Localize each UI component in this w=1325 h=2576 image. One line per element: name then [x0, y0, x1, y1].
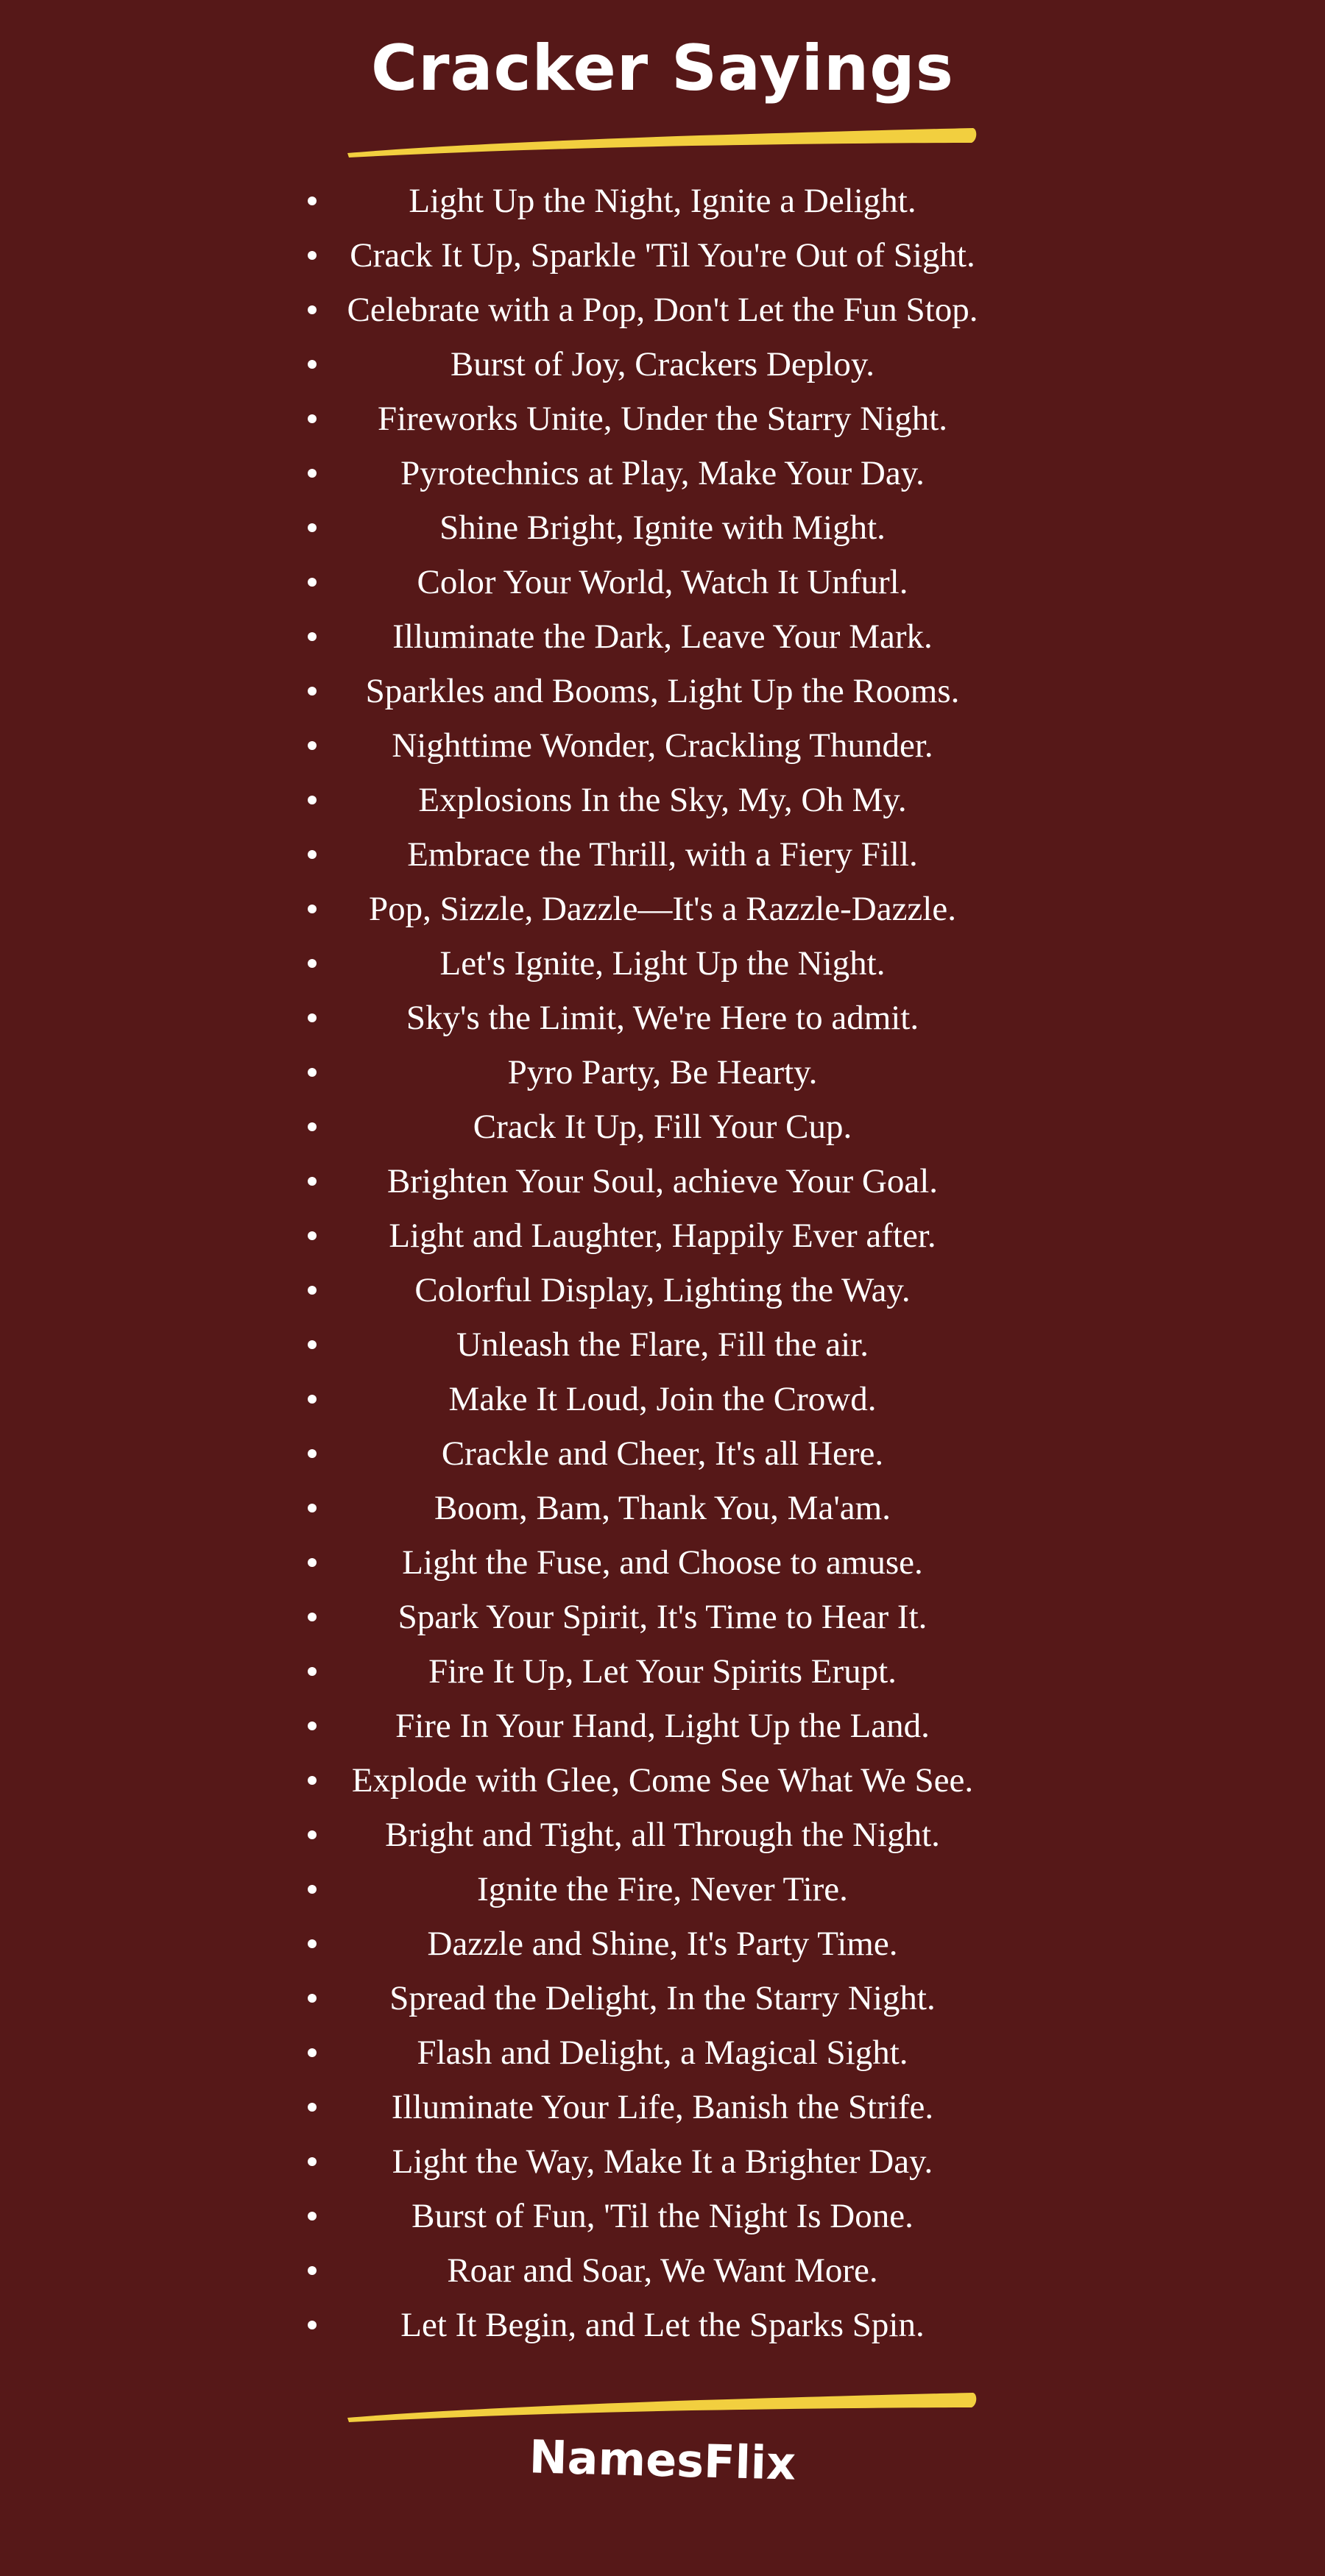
list-item: Light the Fuse, and Choose to amuse.: [0, 1535, 1325, 1590]
list-item: Spread the Delight, In the Starry Night.: [0, 1971, 1325, 2025]
list-item: Light the Way, Make It a Brighter Day.: [0, 2134, 1325, 2189]
list-item: Dazzle and Shine, It's Party Time.: [0, 1917, 1325, 1971]
list-item: Nighttime Wonder, Crackling Thunder.: [0, 718, 1325, 773]
brush-stroke-divider: [346, 2388, 979, 2425]
list-item: Pyrotechnics at Play, Make Your Day.: [0, 446, 1325, 500]
list-item: Spark Your Spirit, It's Time to Hear It.: [0, 1590, 1325, 1644]
list-item: Fireworks Unite, Under the Starry Night.: [0, 392, 1325, 446]
list-item: Roar and Soar, We Want More.: [0, 2243, 1325, 2298]
list-item: Sky's the Limit, We're Here to admit.: [0, 991, 1325, 1045]
list-item: Burst of Fun, 'Til the Night Is Done.: [0, 2189, 1325, 2243]
list-item: Color Your World, Watch It Unfurl.: [0, 555, 1325, 609]
list-item: Celebrate with a Pop, Don't Let the Fun Stop.: [0, 283, 1325, 337]
list-item: Fire In Your Hand, Light Up the Land.: [0, 1699, 1325, 1753]
list-item: Light Up the Night, Ignite a Delight.: [0, 174, 1325, 228]
list-item: Illuminate Your Life, Banish the Strife.: [0, 2080, 1325, 2134]
list-item: Explode with Glee, Come See What We See.: [0, 1753, 1325, 1808]
list-item: Sparkles and Booms, Light Up the Rooms.: [0, 664, 1325, 718]
list-item: Boom, Bam, Thank You, Ma'am.: [0, 1481, 1325, 1535]
list-item: Explosions In the Sky, My, Oh My.: [0, 773, 1325, 827]
page-title: Cracker Sayings: [371, 32, 954, 105]
list-item: Shine Bright, Ignite with Might.: [0, 500, 1325, 555]
sayings-list: [0, 174, 1325, 2352]
list-item: Crackle and Cheer, It's all Here.: [0, 1426, 1325, 1481]
brush-stroke-divider: [346, 124, 979, 160]
list-item: Make It Loud, Join the Crowd.: [0, 1372, 1325, 1426]
list-item: Let's Ignite, Light Up the Night.: [0, 936, 1325, 991]
list-item: Brighten Your Soul, achieve Your Goal.: [0, 1154, 1325, 1209]
brand-logo-text: NamesFlix: [529, 2430, 796, 2491]
list-item: Crack It Up, Sparkle 'Til You're Out of Sight.: [0, 228, 1325, 283]
list-item: Illuminate the Dark, Leave Your Mark.: [0, 609, 1325, 664]
list-item: Bright and Tight, all Through the Night.: [0, 1808, 1325, 1862]
list-item: Let It Begin, and Let the Sparks Spin.: [0, 2298, 1325, 2352]
list-item: Flash and Delight, a Magical Sight.: [0, 2025, 1325, 2080]
list-item: Embrace the Thrill, with a Fiery Fill.: [0, 827, 1325, 882]
list-item: Pop, Sizzle, Dazzle—It's a Razzle-Dazzle.: [0, 882, 1325, 936]
list-item: Light and Laughter, Happily Ever after.: [0, 1209, 1325, 1263]
list-item: Pyro Party, Be Hearty.: [0, 1045, 1325, 1100]
list-item: Unleash the Flare, Fill the air.: [0, 1317, 1325, 1372]
list-item: Crack It Up, Fill Your Cup.: [0, 1100, 1325, 1154]
list-item: Colorful Display, Lighting the Way.: [0, 1263, 1325, 1317]
list-item: Fire It Up, Let Your Spirits Erupt.: [0, 1644, 1325, 1699]
list-item: Ignite the Fire, Never Tire.: [0, 1862, 1325, 1917]
list-item: Burst of Joy, Crackers Deploy.: [0, 337, 1325, 392]
